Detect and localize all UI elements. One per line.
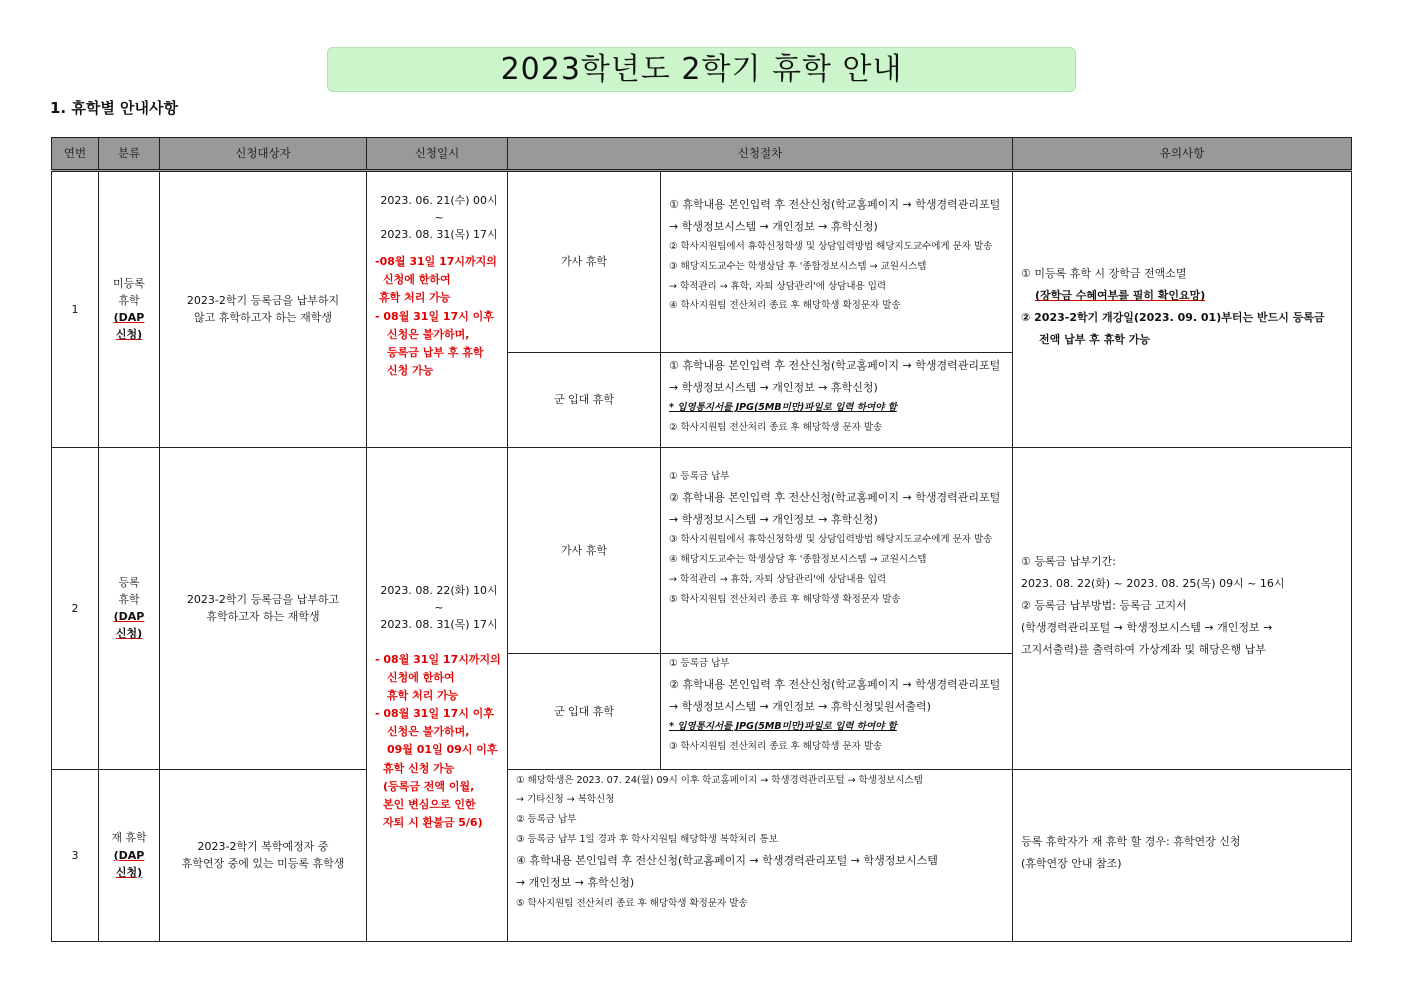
proc-step: ① 등록금 납부 — [669, 470, 730, 482]
proc-step: ④ 학사지원팀 전산처리 종료 후 해당학생 확정문자 발송 — [669, 300, 901, 312]
note-line: (학생경력관리포털 → 학생정보시스템 → 개인정보 → — [1021, 621, 1273, 635]
proc-step: → 학생정보시스템 → 개인정보 → 휴학신청) — [669, 220, 878, 234]
date-end: 2023. 08. 31(목) 17시 — [380, 228, 498, 242]
proc-step: ② 학사지원팀 전산처리 종료 후 해당학생 문자 발송 — [669, 421, 883, 433]
note-line: ② 등록금 납부방법: 등록금 고지서 — [1021, 599, 1187, 612]
target-text: 2023-2학기 복학예정자 중 — [197, 839, 329, 853]
proc-step: ① 등록금 납부 — [669, 657, 730, 669]
date-start: 2023. 08. 22(화) 10시 — [380, 583, 498, 597]
row2-type-a: 가사 휴학 — [508, 447, 661, 653]
table-row — [52, 447, 1352, 653]
note-line: 전액 납부 후 휴학 가능 — [1039, 333, 1150, 347]
warning-line: 등록금 납부 후 휴학 — [387, 345, 484, 359]
row3-category — [99, 769, 160, 941]
target-text: 2023-2학기 등록금을 납부하지 — [186, 294, 340, 308]
date-warning — [375, 651, 503, 832]
cat-apply: 신청) — [115, 627, 143, 641]
table-row — [52, 769, 1352, 941]
row2-proc-b — [661, 653, 1013, 769]
note-line: 등록 휴학자가 재 휴학 할 경우: 휴학연장 신청 — [1021, 834, 1241, 848]
proc-step: ② 휴학내용 본인입력 후 전산신청(학교홈페이지 → 학생경력관리포털 — [669, 491, 1001, 505]
row1-target — [160, 171, 367, 448]
cat-dap: (DAP — [113, 610, 145, 624]
proc-step: ③ 등록금 납부 1일 경과 후 학사지원팀 해당학생 복학처리 통보 — [516, 833, 778, 845]
date-warning — [375, 253, 503, 380]
leave-info-table — [51, 137, 1352, 942]
warning-line: 휴학 신청 가능 — [383, 761, 455, 775]
cat-text: 미등록 — [113, 277, 145, 291]
cat-text: 휴학 — [118, 592, 140, 606]
cat-text: 재 휴학 — [111, 831, 147, 845]
note-line: (장학금 수혜여부를 필히 확인요망) — [1035, 289, 1206, 303]
proc-step: ② 학사지원팀에서 휴학신청학생 및 상담입력방법 해당지도교수에게 문자 발송 — [669, 241, 993, 253]
proc-step: ② 등록금 납부 — [516, 813, 577, 825]
note-line: ① 미등록 휴학 시 장학금 전액소멸 — [1021, 267, 1187, 281]
row1-date — [367, 171, 508, 448]
row2-target — [160, 447, 367, 769]
proc-step: ③ 해당지도교수는 학생상담 후 '종합정보시스템 → 교원시스템 — [669, 260, 927, 272]
proc-step: ④ 해당지도교수는 학생상담 후 '종합정보시스템 → 교원시스템 — [669, 554, 927, 566]
row1-proc-a — [661, 171, 1013, 353]
row2-num: 2 — [52, 447, 99, 769]
row2-type-b: 군 입대 휴학 — [508, 653, 661, 769]
header-procedure: 신청절차 — [508, 138, 1013, 171]
warning-line: (등록금 전액 이월, — [383, 779, 475, 793]
row3-proc — [508, 769, 1013, 941]
warning-line: 신청은 불가하며, — [387, 725, 470, 739]
note-line: ① 등록금 납부기간: — [1021, 554, 1116, 568]
warning-line: 신청은 불가하며, — [387, 327, 470, 341]
row3-target — [160, 769, 367, 941]
warning-line: 신청에 한하여 — [387, 670, 455, 684]
warning-line: 본인 변심으로 인한 — [383, 797, 476, 811]
proc-step: → 학적관리 → 휴학, 자퇴 상담관리'에 상담내용 입력 — [669, 280, 887, 292]
warning-line: - 08월 31일 17시 이후 — [375, 707, 494, 721]
target-text: 2023-2학기 등록금을 납부하고 — [186, 592, 340, 606]
note-line: (휴학연장 안내 참조) — [1021, 857, 1122, 871]
header-target: 신청대상자 — [160, 138, 367, 171]
date-tilde: ~ — [434, 600, 444, 614]
row2-notes — [1013, 447, 1352, 769]
cat-text: 등록 — [118, 575, 140, 589]
row1-proc-b — [661, 353, 1013, 448]
warning-line: 휴학 처리 가능 — [379, 291, 451, 305]
table-row — [52, 171, 1352, 353]
warning-line: - 08월 31일 17시 이후 — [375, 309, 494, 323]
proc-step: ③ 학사지원팀 전산처리 종료 후 해당학생 문자 발송 — [669, 741, 883, 753]
date-end: 2023. 08. 31(목) 17시 — [380, 617, 498, 631]
proc-step: ③ 학사지원팀에서 휴학신청학생 및 상담입력방법 해당지도교수에게 문자 발송 — [669, 534, 993, 546]
row3-notes — [1013, 769, 1352, 941]
proc-step: → 개인정보 → 휴학신청) — [516, 876, 635, 890]
page-title: 2023학년도 2학기 휴학 안내 — [327, 47, 1076, 92]
proc-step: ① 휴학내용 본인입력 후 전산신청(학교홈페이지 → 학생경력관리포털 — [669, 198, 1001, 211]
cat-text: 휴학 — [118, 294, 140, 308]
row1-type-b: 군 입대 휴학 — [508, 353, 661, 448]
header-category: 분류 — [99, 138, 160, 171]
row1-type-a: 가사 휴학 — [508, 171, 661, 353]
date-tilde: ~ — [434, 211, 444, 225]
row1-num: 1 — [52, 171, 99, 448]
proc-step: * 입영통지서를 JPG(5MB미만)파일로 입력 하여야 함 — [669, 721, 897, 733]
note-line: ② 2023-2학기 개강일(2023. 09. 01)부터는 반드시 등록금 — [1021, 311, 1325, 325]
warning-line: -08월 31일 17시까지의 — [375, 255, 497, 269]
row2-date — [367, 447, 508, 941]
target-text: 휴학하고자 하는 재학생 — [206, 610, 320, 624]
proc-step: → 학생정보시스템 → 개인정보 → 휴학신청및원서출력) — [669, 700, 931, 714]
row1-notes — [1013, 171, 1352, 448]
header-date: 신청일시 — [367, 138, 508, 171]
warning-line: 휴학 처리 가능 — [387, 688, 459, 702]
cat-dap: (DAP — [113, 311, 145, 325]
proc-step: ① 해당학생은 2023. 07. 24(월) 09시 이후 학교홈페이지 → 학생경력관리포털 → 학생정보시스템 — [516, 774, 923, 786]
target-text: 휴학연장 중에 있는 미등록 휴학생 — [181, 857, 345, 871]
cat-dap: (DAP — [113, 848, 145, 862]
proc-step: → 기타신청 → 복학신청 — [516, 794, 615, 806]
row1-category — [99, 171, 160, 448]
cat-apply: 신청) — [115, 328, 143, 342]
header-num: 연번 — [52, 138, 99, 171]
warning-line: 신청 가능 — [387, 363, 434, 377]
proc-step: → 학생정보시스템 → 개인정보 → 휴학신청) — [669, 381, 878, 395]
header-notes: 유의사항 — [1013, 138, 1352, 171]
warning-line: - 08월 31일 17시까지의 — [375, 652, 501, 666]
proc-step: ⑤ 학사지원팀 전산처리 종료 후 해당학생 확정문자 발송 — [516, 897, 748, 909]
proc-step: * 입영통지서를 JPG(5MB미만)파일로 입력 하여야 함 — [669, 402, 897, 414]
warning-line: 09월 01일 09시 이후 — [387, 743, 498, 757]
proc-step: ⑤ 학사지원팀 전산처리 종료 후 해당학생 확정문자 발송 — [669, 593, 901, 605]
proc-step: → 학적관리 → 휴학, 자퇴 상담관리'에 상담내용 입력 — [669, 573, 887, 585]
section-heading: 1. 휴학별 안내사항 — [50, 99, 179, 117]
proc-step: → 학생정보시스템 → 개인정보 → 휴학신청) — [669, 513, 878, 527]
proc-step: ① 휴학내용 본인입력 후 전산신청(학교홈페이지 → 학생경력관리포털 — [669, 359, 1001, 372]
target-text: 않고 휴학하고자 하는 재학생 — [193, 311, 332, 325]
date-start: 2023. 06. 21(수) 00시 — [380, 194, 498, 207]
note-line: 고지서출력)를 출력하여 가상계좌 및 해당은행 납부 — [1021, 643, 1266, 657]
proc-step: ④ 휴학내용 본인입력 후 전산신청(학교홈페이지 → 학생경력관리포털 → 학생정보시스템 — [516, 854, 938, 868]
note-line: 2023. 08. 22(화) ~ 2023. 08. 25(목) 09시 ~ 16시 — [1021, 576, 1285, 590]
warning-line: 자퇴 시 환불금 5/6) — [383, 815, 483, 829]
table-header-row — [52, 138, 1352, 171]
row2-category — [99, 447, 160, 769]
warning-line: 신청에 한하여 — [383, 273, 451, 287]
cat-apply: 신청) — [115, 865, 143, 879]
proc-step: ② 휴학내용 본인입력 후 전산신청(학교홈페이지 → 학생경력관리포털 — [669, 678, 1001, 692]
row2-proc-a — [661, 447, 1013, 653]
row3-num: 3 — [52, 769, 99, 941]
